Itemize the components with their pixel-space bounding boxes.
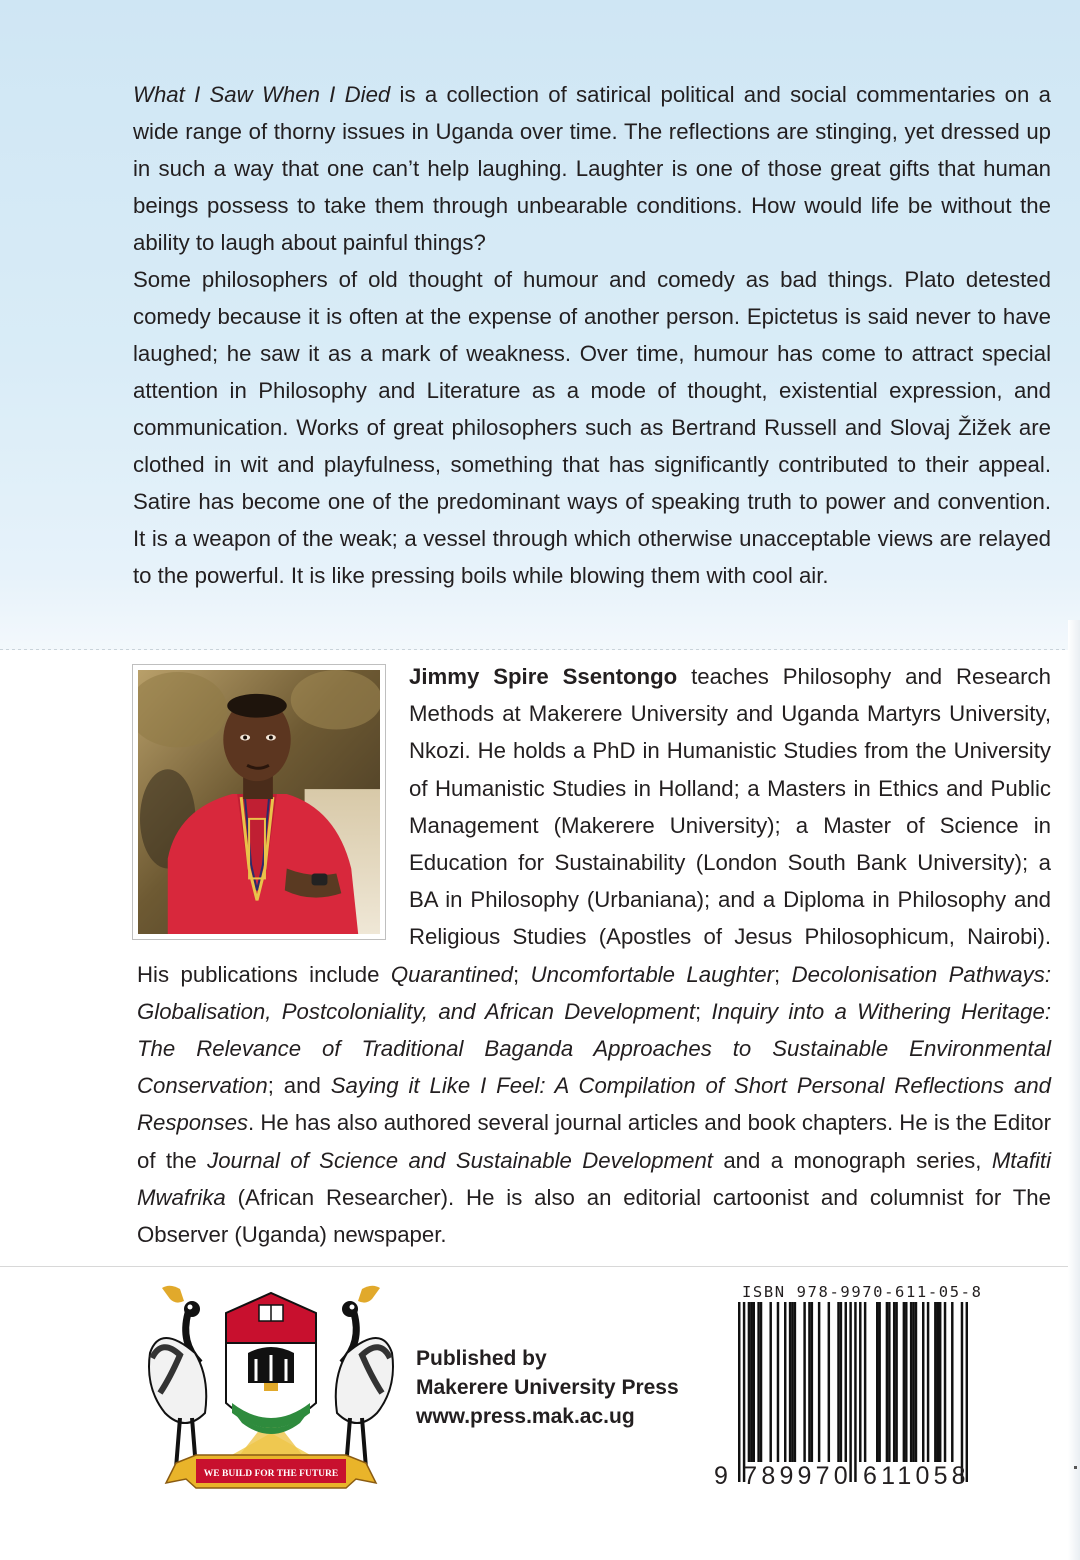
barcode-bar <box>791 1302 793 1462</box>
barcode-bar <box>794 1302 796 1462</box>
barcode-bar <box>859 1302 861 1462</box>
barcode-bar <box>789 1302 791 1462</box>
barcode-bar <box>840 1302 842 1462</box>
barcode-bar <box>888 1302 890 1462</box>
book-uncomfortable-laughter: Uncomfortable Laughter <box>530 961 774 987</box>
book-saying-it-like-i-feel: Saying it Like I Feel: A Compilation of Short Personal Reflections and Responses <box>137 1073 1052 1136</box>
barcode-bar <box>927 1302 929 1462</box>
barcode-bar <box>753 1302 755 1462</box>
barcode-bar <box>876 1302 878 1462</box>
book-inquiry-withering-heritage: Inquiry into a Withering Heritage: The Relevance of Traditional Baganda Approaches to Sustainable Environmental Conservation <box>137 998 1051 1099</box>
barcode-bar <box>854 1302 856 1482</box>
barcode-bar <box>864 1302 866 1462</box>
book-title: What I Saw When I Died <box>133 82 391 107</box>
barcode-bar <box>915 1302 917 1462</box>
isbn-label: ISBN 978-9970-611-05-8 <box>742 1283 983 1301</box>
barcode-bar <box>922 1302 924 1462</box>
barcode-bar <box>777 1302 779 1462</box>
barcode-bar <box>828 1302 830 1462</box>
journal-title: Journal of Science and Sustainable Development <box>207 1147 713 1173</box>
barcode-bar <box>966 1302 968 1482</box>
page-edge-shadow <box>1068 620 1080 1560</box>
blurb-paragraph-2: Some philosophers of old thought of humour and comedy as bad things. Plato detested comedy because it is often at the expense of another person. Epictetus is said never to have laughed; he saw it as a mark of weakness. Over time, humour has come to attract special attention in Philosophy and Literature as a mode of thought, existential expression, and communication. Works of great philosophers such as Bertrand Russell and Slovaj Žižek are clothed in wit and playfulness, something that has significantly contributed to their appeal. Satire has become one of the predominant ways of speaking truth to power and convention. It is a weapon of the weak; a vessel through which otherwise unacceptable views are relayed to the powerful. It is like pressing boils while blowing them with cool air. <box>133 267 1051 588</box>
barcode-bar <box>934 1302 936 1462</box>
barcode-bar <box>803 1302 805 1462</box>
barcode-bar <box>903 1302 905 1462</box>
barcode-bar <box>748 1302 750 1462</box>
barcode-bar <box>961 1302 963 1482</box>
barcode-bar <box>895 1302 897 1462</box>
barcode-bar <box>750 1302 752 1462</box>
barcode-bar <box>818 1302 820 1462</box>
published-by-label: Published by <box>416 1347 547 1370</box>
book-blurb <box>133 76 1051 594</box>
barcode-bar <box>893 1302 895 1462</box>
publisher-name: Makerere University Press <box>416 1376 679 1399</box>
series-title: Mtafiti Mwafrika <box>137 1147 1052 1210</box>
makerere-crest-logo <box>140 1283 402 1498</box>
barcode-bar <box>939 1302 941 1462</box>
blurb-paragraph-1: What I Saw When I Died is a collection of satirical political and social commentaries on a wide range of thorny issues in Uganda over time. The reflections are stinging, yet dressed up in such a way that one can’t help laughing. Laughter is one of those great gifts that human beings possess to take them through unbearable conditions. How would life be without the ability to laugh about painful things? <box>133 82 1051 255</box>
barcode-bar <box>951 1302 953 1462</box>
book-decolonisation-pathways: Decolonisation Pathways: Globalisation, Postcoloniality, and African Development <box>137 961 1051 1024</box>
section-divider <box>0 1266 1068 1267</box>
barcode-bar <box>912 1302 914 1462</box>
barcode-bar <box>878 1302 880 1462</box>
left-crane-icon <box>149 1286 206 1468</box>
barcode-bar <box>769 1302 771 1462</box>
barcode-bar <box>905 1302 907 1462</box>
barcode-bar <box>743 1302 745 1482</box>
author-name: Jimmy Spire Ssentongo <box>409 664 678 689</box>
motto-ribbon <box>166 1455 376 1488</box>
barcode-bar <box>784 1302 786 1462</box>
right-crane-icon <box>336 1286 393 1468</box>
barcode-bar <box>760 1302 762 1462</box>
barcode-bar <box>837 1302 839 1462</box>
barcode-bar <box>757 1302 759 1462</box>
barcode-bar <box>910 1302 912 1462</box>
barcode <box>738 1302 968 1482</box>
publisher-url: www.press.mak.ac.ug <box>416 1405 635 1428</box>
barcode-bar <box>808 1302 810 1462</box>
barcode-bar <box>849 1302 851 1482</box>
barcode-bar <box>845 1302 847 1462</box>
edge-mark <box>1074 1466 1077 1469</box>
barcode-bar <box>738 1302 740 1482</box>
author-bio: Jimmy Spire Ssentongo teaches Philosophy and Research Methods at Makerere University and Uganda Martyrs University, Nkozi. He holds a PhD in Humanistic Studies from the University of Humanistic Studies in Holland; a Masters in Ethics and Public Management (Makerere University); a Master of Science in Education for Sustainability (London South Bank University); a BA in Philosophy (Urbaniana); and a Diploma in Philosophy and Religious Studies (Apostles of Jesus Philosophicum, Nairobi). His publications include Quarantined; Uncomfortable Laughter; Decolonisation Pathways: Globalisation, Postcoloniality, and African Development; Inquiry into a Withering Heritage: The Relevance of Traditional Baganda Approaches to Sustainable Environmental Conservation; and Saying it Like I Feel: A Compilation of Short Personal Reflections and Responses. He has also authored several journal articles and book chapters. He is the Editor of the Journal of Science and Sustainable Development and a monograph series, Mtafiti Mwafrika (African Researcher). He is also an editorial cartoonist and columnist for The Observer (Uganda) newspaper. <box>137 664 1052 1248</box>
barcode-bar <box>811 1302 813 1462</box>
barcode-bar <box>886 1302 888 1462</box>
barcode-bar <box>944 1302 946 1462</box>
publisher-info <box>416 1344 679 1431</box>
book-quarantined: Quarantined <box>390 961 514 987</box>
barcode-bar <box>937 1302 939 1462</box>
motto-text: WE BUILD FOR THE FUTURE <box>203 1469 339 1479</box>
barcode-digits: 9 789970 611058 <box>714 1462 970 1490</box>
crest-shield <box>226 1293 316 1434</box>
